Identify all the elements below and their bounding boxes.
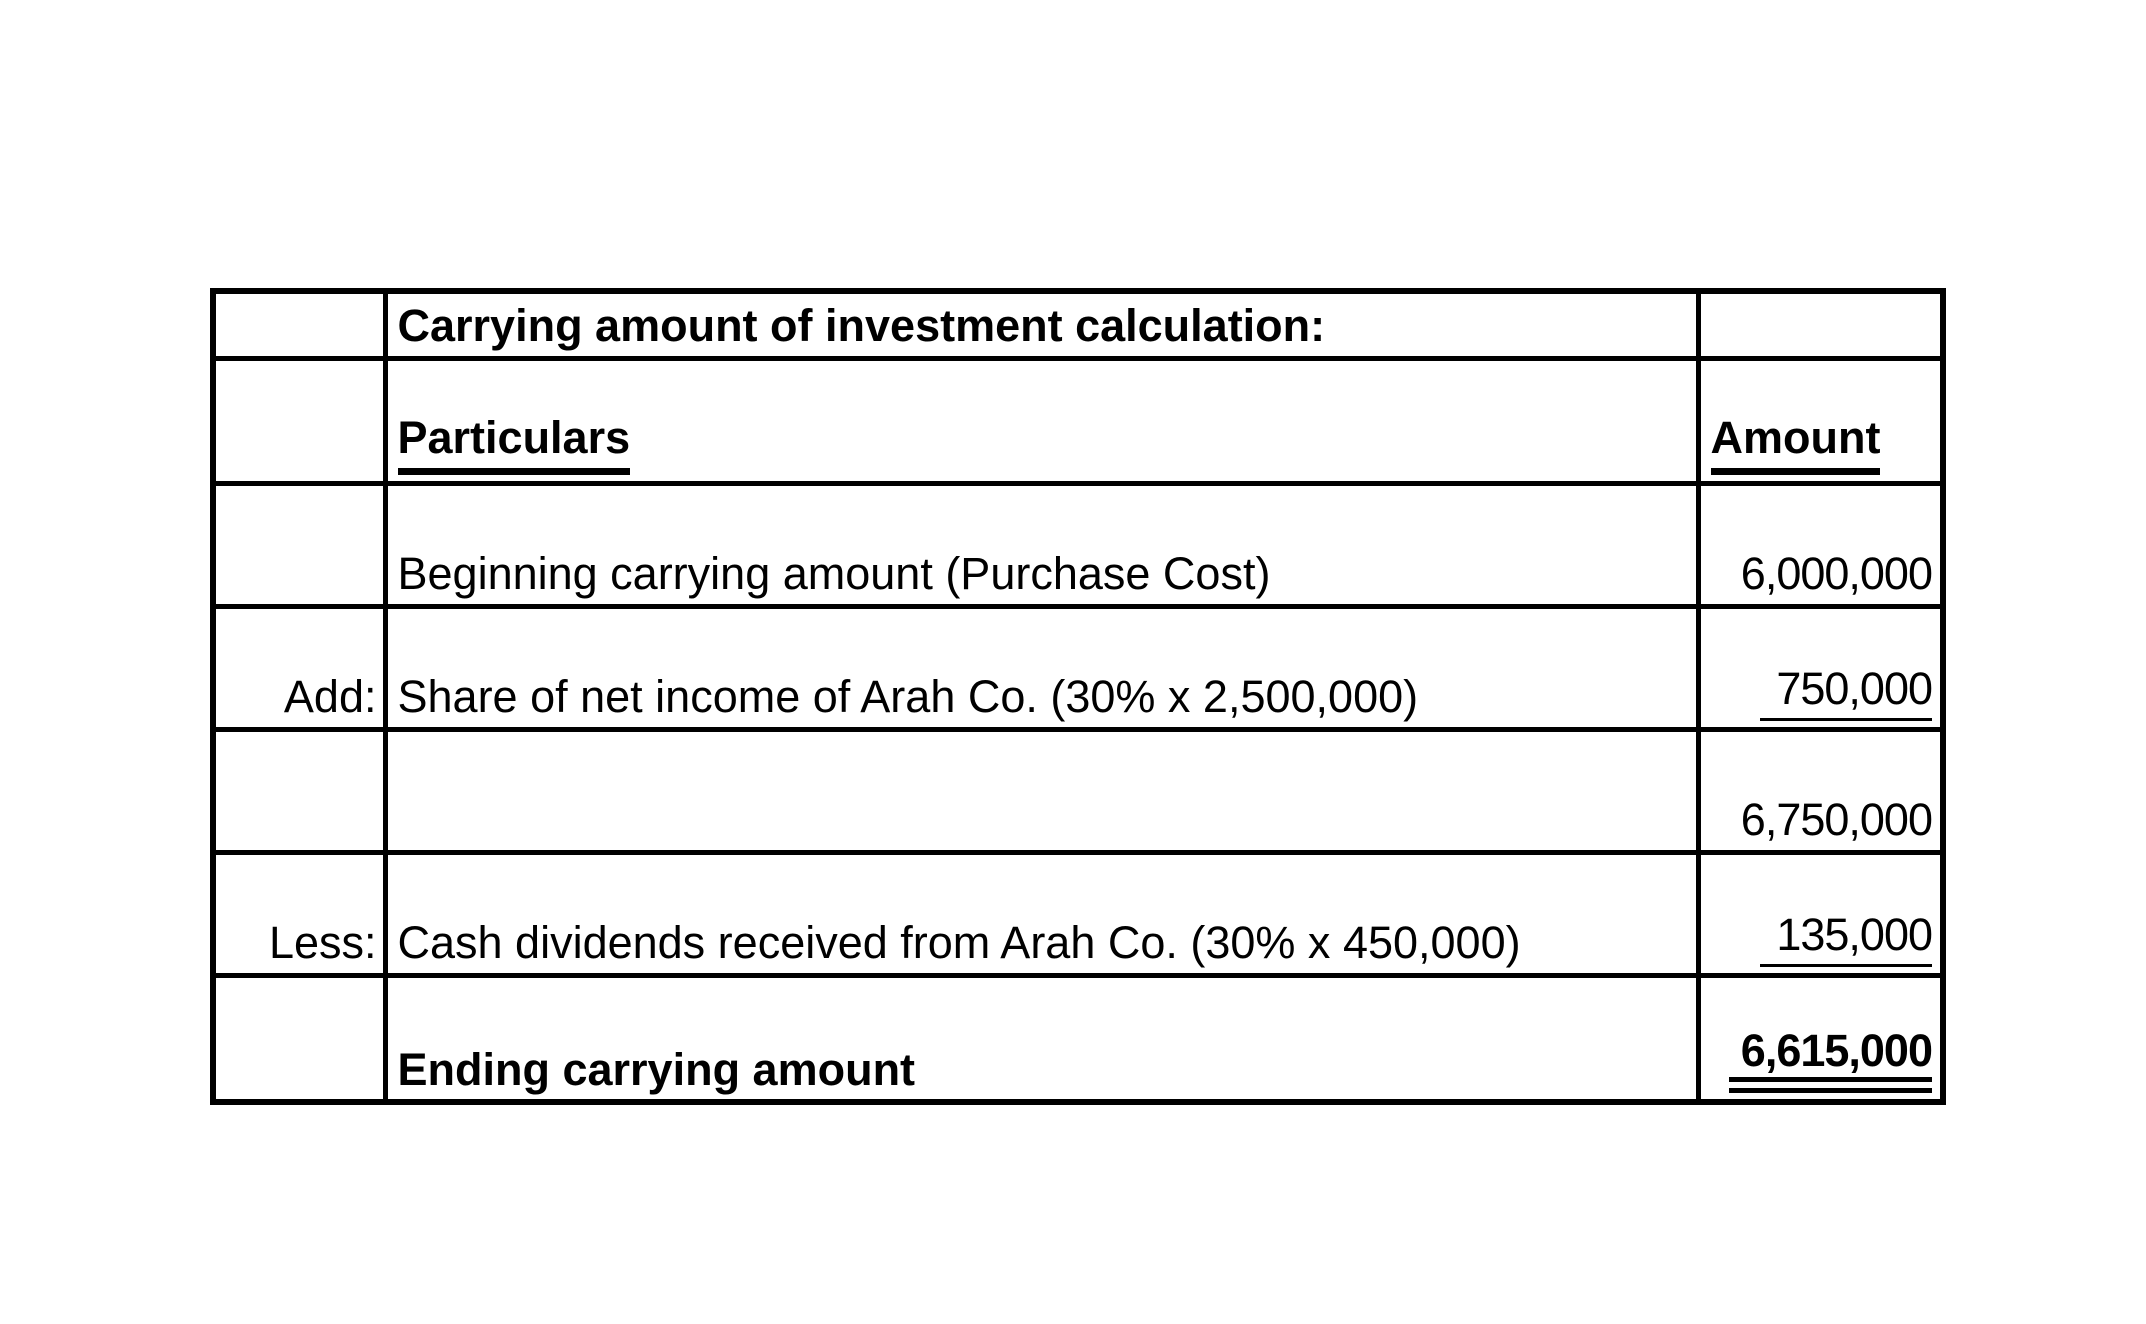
investment-calculation-table xyxy=(210,288,1946,1105)
particulars-cell: Share of net income of Arah Co. (30% x 2,500,000) xyxy=(385,606,1698,729)
particulars-cell xyxy=(385,729,1698,852)
table-title: Carrying amount of investment calculation: xyxy=(385,291,1698,358)
particulars-header-cell xyxy=(385,358,1698,483)
table-row xyxy=(213,606,1943,729)
row-label-cell: Less: xyxy=(213,852,385,975)
amount-underlined: 135,000 xyxy=(1760,911,1932,966)
amount-cell: 6,000,000 xyxy=(1698,483,1943,606)
title-row xyxy=(213,291,1943,358)
table-row xyxy=(213,852,1943,975)
amount-cell: 6,750,000 xyxy=(1698,729,1943,852)
title-row-label-cell xyxy=(213,291,385,358)
table-row xyxy=(213,729,1943,852)
amount-header-cell xyxy=(1698,358,1943,483)
row-label-cell: Add: xyxy=(213,606,385,729)
title-row-amount-cell xyxy=(1698,291,1943,358)
amount-cell xyxy=(1698,975,1943,1102)
table-row xyxy=(213,483,1943,606)
amount-header: Amount xyxy=(1711,414,1881,474)
header-row-label-cell xyxy=(213,358,385,483)
amount-cell xyxy=(1698,606,1943,729)
table-row xyxy=(213,975,1943,1102)
particulars-cell: Ending carrying amount xyxy=(385,975,1698,1102)
amount-underlined: 750,000 xyxy=(1760,665,1932,720)
row-label-cell xyxy=(213,483,385,606)
row-label-cell xyxy=(213,729,385,852)
particulars-header: Particulars xyxy=(398,414,631,474)
amount-double-underlined: 6,615,000 xyxy=(1729,1027,1932,1093)
particulars-cell: Beginning carrying amount (Purchase Cost) xyxy=(385,483,1698,606)
particulars-cell: Cash dividends received from Arah Co. (30% x 450,000) xyxy=(385,852,1698,975)
amount-cell xyxy=(1698,852,1943,975)
row-label-cell xyxy=(213,975,385,1102)
header-row xyxy=(213,358,1943,483)
